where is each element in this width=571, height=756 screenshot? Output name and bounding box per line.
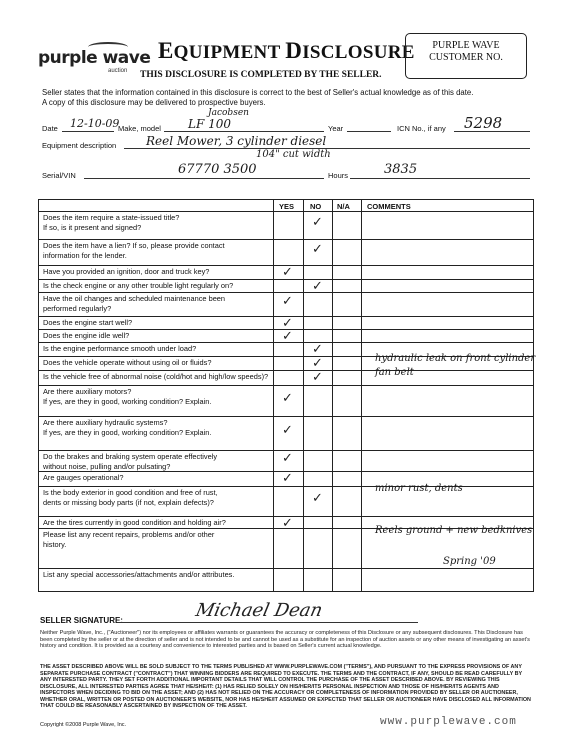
date-field[interactable] (62, 131, 114, 132)
header-na: N/A (337, 202, 350, 211)
hours-label: Hours (328, 171, 349, 180)
seller-signature-field[interactable] (118, 622, 418, 623)
question-text-2: If so, is it present and signed? (43, 222, 142, 232)
question-text: Does the vehicle operate without using oil or fluids? (43, 358, 212, 367)
question-10 (43, 372, 271, 382)
question-7 (43, 331, 271, 341)
question-text-2: dents or missing body parts (if not, explain defects)? (43, 497, 214, 507)
checkmark-yes-icon[interactable]: ✓ (282, 316, 293, 331)
question-11 (43, 387, 271, 406)
question-text: Are the tires currently in good condition and holding air? (43, 518, 226, 527)
checkmark-no-icon[interactable]: ✓ (312, 356, 323, 371)
question-13 (43, 452, 271, 471)
checkmark-yes-icon[interactable]: ✓ (282, 265, 293, 280)
intro-text (42, 88, 532, 108)
question-text: Are gauges operational? (43, 473, 124, 482)
comment-10: fan belt (375, 367, 414, 378)
serial-field[interactable] (84, 178, 324, 179)
question-17 (43, 530, 271, 549)
question-8 (43, 344, 271, 354)
question-text-2: If yes, are they in good, working condition? Explain. (43, 396, 212, 406)
question-12 (43, 418, 271, 437)
question-text: Have you provided an ignition, door and truck key? (43, 267, 210, 276)
question-text: List any special accessories/attachments and/or attributes. (43, 570, 235, 579)
hours-value: 3835 (384, 162, 418, 177)
purple-wave-logo (38, 42, 151, 82)
checkmark-no-icon[interactable]: ✓ (312, 491, 323, 506)
seller-signature-value: Michael Dean (193, 600, 325, 621)
question-9 (43, 358, 271, 368)
question-text: Have the oil changes and scheduled maintenance been (43, 294, 226, 303)
date-label: Date (42, 124, 58, 133)
year-label: Year (328, 124, 344, 133)
serial-label: Serial/VIN (42, 171, 76, 180)
question-text: Does the item require a state-issued title? (43, 213, 180, 222)
question-text: Is the check engine or any other trouble light regularly on? (43, 281, 234, 290)
header-comments: COMMENTS (367, 202, 411, 211)
description-value-2: 104" cut width (256, 149, 331, 160)
page-title: EQUIPMENT DISCLOSURE (158, 38, 415, 63)
question-text-2: If yes, are they in good, working condition? Explain. (43, 427, 212, 437)
question-5 (43, 294, 271, 313)
checkmark-yes-icon[interactable]: ✓ (282, 471, 293, 486)
description-value: Reel Mower, 3 cylinder diesel (146, 134, 327, 148)
terms-text: THE ASSET DESCRIBED ABOVE WILL BE SOLD SUBJECT TO THE TERMS PUBLISHED AT WWW.PURPLEWAVE.COM ("TERMS"), AND PURSUANT TO THE EXPRESS PROVISIONS OF ANY SEPARATE PURCHASE CONTRACT ("CONTRACT") THAT WINNING BIDDERS ARE REQUIRED TO EXECUTE. THE TERMS AND THE CONTRACT, IF ANY, SHOULD BE READ CAREFULLY BY ANY INTERESTED PARTY. THEY SET FORTH ADDITIONAL IMPORTANT DETAILS THAT WILL CONTROL THE PURCHASE OF THE ASSET DESCRIBED ABOVE. BY REVIEWING THIS DISCLOSURE, ALL INTERESTED PARTIES AGREE THAT HE/SHE/IT: (1) HAS RELIED SOLELY ON HIS/HER/ITS PERSONAL INSPECTION AND THOSE OF HIS/HER/ITS AGENTS AND INSPECTORS WHEN DECIDING TO BID ON THE ASSET; AND (2) HAS NOT RELIED ON THE ACCURACY OR COMPLETENESS OF INFORMATION PROVIDED BY SELLER OR AUCTIONEER, WHETHER ORAL, WRITTEN OR POSTED ON AUCTIONEER'S WEBSITE, NOR HAS HE/SHE/IT ASSUMED OR EXPECTED THAT SELLER OR AUCTIONEER HAVE DISCLOSED ALL INFORMATION THAT COULD BE REASONABLY ASCERTAINED BY INSPECTION OF THE ASSET. (40, 664, 531, 709)
question-6 (43, 318, 271, 328)
seller-signature-label: SELLER SIGNATURE: (40, 616, 123, 625)
question-3 (43, 267, 271, 277)
icn-label: ICN No., if any (397, 124, 446, 133)
serial-value: 67770 3500 (178, 162, 257, 177)
year-field[interactable] (347, 131, 391, 132)
description-label: Equipment description (42, 141, 117, 150)
disclaimer-text: Neither Purple Wave, Inc., ("Auctioneer") nor its employees or affiliates warrants or guarantees the accuracy or completeness of this Disclosure or any subsequent disclosures. This Disclosure has been completed by the seller or at the direction of seller and is not intended to be and cannot be used as a substitute for an inspection of auction assets or any other means of investigating an asset's history and condition. It is provided as a courtesy and convenience to interested parties and is based on Seller's current actual knowledge. (40, 630, 530, 650)
customer-number-box[interactable] (405, 33, 527, 79)
question-2 (43, 241, 271, 260)
question-text: Are there auxiliary motors? (43, 387, 132, 396)
question-text: Does the item have a lien? If so, please provide contact (43, 241, 225, 250)
question-text: Is the vehicle free of abnormal noise (cold/hot and high/low speeds)? (43, 372, 269, 381)
question-text-2: performed regularly? (43, 303, 112, 313)
checkmark-no-icon[interactable]: ✓ (312, 279, 323, 294)
question-text-2: history. (43, 539, 67, 549)
disclosure-table (38, 199, 534, 592)
checkmark-yes-icon[interactable]: ✓ (282, 294, 293, 309)
intro-line1: Seller states that the information contained in this disclosure is correct to the best of Seller's actual knowledge as of this date. (42, 88, 474, 97)
checkmark-no-icon[interactable]: ✓ (312, 342, 323, 357)
question-1 (43, 213, 271, 232)
page-subtitle: THIS DISCLOSURE IS COMPLETED BY THE SELLER. (140, 70, 382, 80)
question-text: Does the engine start well? (43, 318, 133, 327)
question-16 (43, 518, 271, 528)
question-text: Is the engine performance smooth under load? (43, 344, 197, 353)
comment-17: Reels ground + new bedknives (375, 525, 533, 536)
hours-field[interactable] (350, 178, 530, 179)
question-text: Do the brakes and braking system operate effectively (43, 452, 218, 461)
icn-value: 5298 (464, 114, 503, 132)
repairs-comment-2: Spring '09 (443, 556, 496, 567)
checkmark-yes-icon[interactable]: ✓ (282, 390, 293, 406)
checkmark-yes-icon[interactable]: ✓ (282, 516, 293, 531)
checkmark-yes-icon[interactable]: ✓ (282, 450, 293, 466)
question-text: Are there auxiliary hydraulic systems? (43, 418, 168, 427)
date-value: 12-10-09 (70, 117, 120, 130)
checkmark-yes-icon[interactable]: ✓ (282, 329, 293, 344)
header-yes: YES (279, 202, 295, 211)
website-stamp: www.purplewave.com (380, 716, 517, 728)
logo-subtext: auction (108, 68, 128, 74)
question-text: Please list any recent repairs, problems and/or other (43, 530, 215, 539)
intro-line2: A copy of this disclosure may be delivered to prospective buyers. (42, 98, 266, 107)
make-label: Make, model (118, 124, 161, 133)
make-field[interactable] (164, 131, 324, 132)
checkmark-no-icon[interactable]: ✓ (312, 370, 323, 385)
make-above-value: Jacobsen (208, 108, 249, 118)
question-text: Is the body exterior in good condition and free of rust, (43, 488, 218, 497)
make-value: LF 100 (188, 117, 232, 131)
question-18 (43, 570, 271, 580)
comment-15: minor rust, dents (375, 483, 463, 494)
checkmark-no-icon[interactable]: ✓ (312, 215, 323, 230)
question-text: Does the engine idle well? (43, 331, 130, 340)
customer-box-line1: PURPLE WAVE (432, 40, 500, 51)
question-text-2: information for the lender. (43, 250, 127, 260)
checkmark-yes-icon[interactable]: ✓ (282, 423, 293, 438)
question-15 (43, 488, 271, 507)
logo-text: purple wave (38, 48, 151, 68)
customer-box-line2: CUSTOMER NO. (429, 52, 503, 63)
question-14 (43, 473, 271, 483)
question-4 (43, 281, 271, 291)
comment-9: hydraulic leak on front cylinder (375, 353, 536, 364)
copyright-text: Copyright ©2008 Purple Wave, Inc. (40, 722, 127, 728)
header-no: NO (310, 202, 322, 211)
checkmark-no-icon[interactable]: ✓ (312, 242, 323, 257)
question-text-2: without noise, pulling and/or pulsating? (43, 461, 171, 471)
